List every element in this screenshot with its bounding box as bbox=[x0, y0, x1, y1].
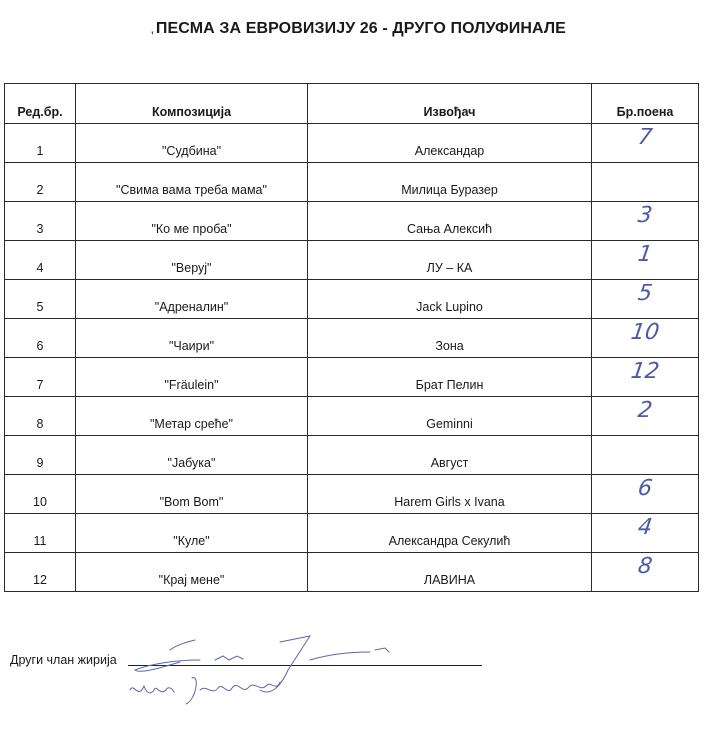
row-number: 12 bbox=[5, 553, 76, 592]
table-row bbox=[5, 514, 699, 553]
row-song: "Свима вама треба мама" bbox=[76, 163, 308, 202]
table-row bbox=[5, 319, 699, 358]
handwritten-points: 5 bbox=[636, 281, 654, 306]
row-points-cell bbox=[592, 280, 699, 319]
row-artist: Jack Lupino bbox=[308, 280, 592, 319]
handwritten-points: 10 bbox=[629, 320, 661, 345]
header-song: Композиција bbox=[76, 84, 308, 124]
row-artist: Брат Пелин bbox=[308, 358, 592, 397]
row-song: "Bom Bom" bbox=[76, 475, 308, 514]
row-artist: Зона bbox=[308, 319, 592, 358]
table-row bbox=[5, 241, 699, 280]
handwritten-points: 1 bbox=[636, 242, 654, 267]
row-song: "Чаири" bbox=[76, 319, 308, 358]
table-row bbox=[5, 436, 699, 475]
row-points-cell bbox=[592, 163, 699, 202]
row-song: "Крај мене" bbox=[76, 553, 308, 592]
handwritten-points: 12 bbox=[629, 359, 661, 384]
table-row bbox=[5, 553, 699, 592]
row-song: "Веруј" bbox=[76, 241, 308, 280]
row-song: "Адреналин" bbox=[76, 280, 308, 319]
document-title bbox=[0, 20, 717, 38]
row-artist: Александар bbox=[308, 124, 592, 163]
table-row bbox=[5, 475, 699, 514]
row-number: 11 bbox=[5, 514, 76, 553]
row-points-cell bbox=[592, 436, 699, 475]
row-number: 8 bbox=[5, 397, 76, 436]
title-prefix-mark: , bbox=[151, 25, 154, 36]
table-row bbox=[5, 280, 699, 319]
signature-label: Други члан жирија bbox=[10, 653, 117, 667]
row-points-cell bbox=[592, 553, 699, 592]
table-row bbox=[5, 202, 699, 241]
row-artist: Милица Буразер bbox=[308, 163, 592, 202]
row-artist: Сања Алексић bbox=[308, 202, 592, 241]
handwritten-signature bbox=[120, 630, 420, 710]
header-number: Ред.бр. bbox=[5, 84, 76, 124]
row-song: "Судбина" bbox=[76, 124, 308, 163]
row-artist: ЛУ – КА bbox=[308, 241, 592, 280]
row-number: 3 bbox=[5, 202, 76, 241]
title-text: ПЕСМА ЗА ЕВРОВИЗИЈУ 26 - ДРУГО ПОЛУФИНАЛЕ bbox=[155, 20, 566, 37]
row-artist: Geminni bbox=[308, 397, 592, 436]
row-song: "Ко ме проба" bbox=[76, 202, 308, 241]
row-points-cell bbox=[592, 358, 699, 397]
row-artist: Александра Секулић bbox=[308, 514, 592, 553]
row-number: 2 bbox=[5, 163, 76, 202]
row-song: "Fräulein" bbox=[76, 358, 308, 397]
row-artist: Август bbox=[308, 436, 592, 475]
row-points-cell bbox=[592, 241, 699, 280]
row-number: 10 bbox=[5, 475, 76, 514]
handwritten-points: 7 bbox=[636, 125, 654, 150]
row-number: 6 bbox=[5, 319, 76, 358]
header-artist: Извођач bbox=[308, 84, 592, 124]
row-points-cell bbox=[592, 397, 699, 436]
row-number: 7 bbox=[5, 358, 76, 397]
table-row bbox=[5, 358, 699, 397]
table-row bbox=[5, 163, 699, 202]
handwritten-points: 8 bbox=[636, 554, 654, 579]
row-points-cell bbox=[592, 319, 699, 358]
row-song: "Метар среће" bbox=[76, 397, 308, 436]
row-points-cell bbox=[592, 202, 699, 241]
handwritten-points: 3 bbox=[636, 203, 654, 228]
row-artist: Harem Girls x Ivana bbox=[308, 475, 592, 514]
table-row bbox=[5, 124, 699, 163]
row-song: "Куле" bbox=[76, 514, 308, 553]
row-number: 4 bbox=[5, 241, 76, 280]
votes-table bbox=[4, 83, 699, 592]
header-points: Бр.поена bbox=[592, 84, 699, 124]
row-number: 1 bbox=[5, 124, 76, 163]
table-row bbox=[5, 397, 699, 436]
table-header-row bbox=[5, 84, 699, 124]
row-artist: ЛАВИНА bbox=[308, 553, 592, 592]
handwritten-points: 4 bbox=[636, 515, 654, 540]
row-number: 5 bbox=[5, 280, 76, 319]
row-number: 9 bbox=[5, 436, 76, 475]
row-points-cell bbox=[592, 124, 699, 163]
handwritten-points: 2 bbox=[636, 398, 654, 423]
row-points-cell bbox=[592, 475, 699, 514]
handwritten-points: 6 bbox=[636, 476, 654, 501]
row-song: "Јабука" bbox=[76, 436, 308, 475]
row-points-cell bbox=[592, 514, 699, 553]
